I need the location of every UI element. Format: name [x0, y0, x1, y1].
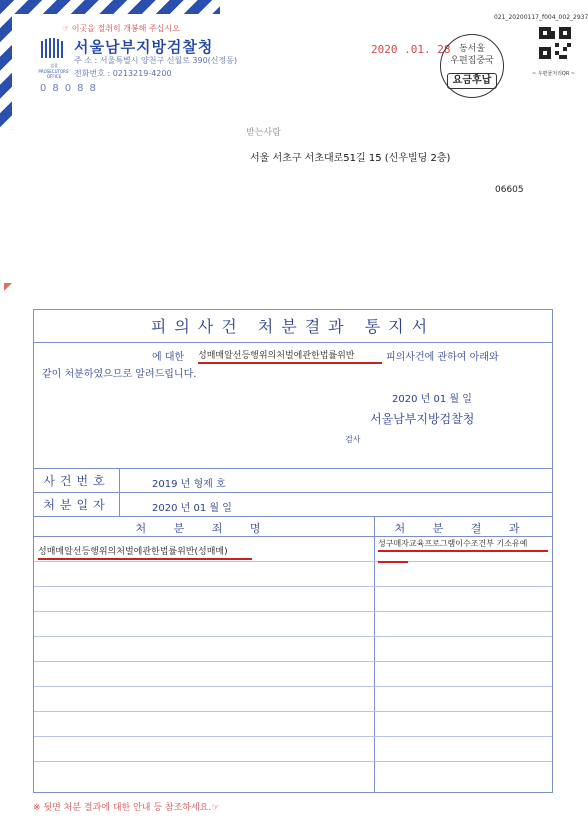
recipient-address: 서울 서초구 서초대로51길 15 (신우빌딩 2층): [250, 153, 451, 164]
qr-code-icon: [539, 27, 571, 59]
table-row-line: [34, 586, 552, 587]
charge-underline: [198, 362, 382, 364]
disposition-date-value: 2020 년 01 월 일: [152, 503, 232, 514]
intro-suffix: 피의사건에 관하여 아래와: [386, 352, 499, 363]
back-side-footnote: ※ 뒷면 처분 결과에 대한 안내 등 참조하세요.☞: [33, 803, 220, 813]
table-row-line: [34, 761, 552, 762]
fold-marker-icon: [4, 283, 12, 291]
disposition-date-row: [34, 492, 552, 516]
recipient-label: 받는사람: [246, 128, 281, 138]
date-stamp: 2020 .01. 28: [371, 43, 451, 56]
airmail-stripe-top: [0, 0, 220, 14]
disposition-notice-form: [33, 309, 553, 793]
logo-caption: 검찰 PROSECUTORS' OFFICE: [38, 63, 70, 79]
tear-notice: ☞ 이곳을 절취히 개봉해 주십시오: [62, 24, 180, 33]
sender-postal-code: 08088: [40, 83, 102, 94]
intro-prefix: 에 대한: [152, 352, 185, 363]
table-column-divider: [374, 516, 375, 793]
table-row-line: [34, 736, 552, 737]
recipient-postal-code: 06605: [495, 185, 524, 195]
result-header: 처 분 결 과: [394, 522, 532, 535]
table-row-line: [34, 561, 552, 562]
result-value: 성구매자교육프로그램이수조건부 기소유예: [378, 539, 528, 548]
sender-phone: 전화번호 : 0213219-4200: [74, 69, 172, 78]
result-underline: [378, 561, 408, 563]
result-table-header: [34, 516, 552, 536]
case-number-row: [34, 468, 552, 492]
form-title: 피의사건 처분결과 통지서: [34, 310, 552, 343]
offense-underline: [38, 558, 252, 560]
postage-paid-box: 요금후납: [447, 73, 497, 89]
charge-name: 성매매알선등행위의처벌에관한법률위반: [198, 351, 355, 361]
table-row-line: [34, 661, 552, 662]
postmark-line2: 우편집중국: [450, 56, 494, 66]
document-id: 021_20200117_f004_002_2937: [494, 14, 588, 21]
case-number-label: 사건번호: [34, 469, 120, 492]
table-row-line: [34, 711, 552, 712]
prosecution-logo-icon: [40, 38, 66, 60]
case-number-value: 2019 년 형제 호: [152, 479, 226, 490]
sender-office-name: 서울남부지방검찰청: [74, 38, 214, 56]
postmark-line1: 동서울: [458, 44, 486, 54]
offense-header: 처 분 죄 명: [135, 522, 273, 535]
table-row-line: [34, 636, 552, 637]
table-row-line: [34, 686, 552, 687]
table-row-line: [34, 536, 552, 537]
postmark-stamp: [440, 34, 504, 98]
offense-value: 성매매알선등행위의처벌에관한법률위반(성매매): [38, 547, 228, 557]
result-underline: [378, 550, 548, 552]
intro-line2: 같이 처분하였으므로 알려드립니다.: [42, 369, 197, 380]
disposition-date-label: 처분일자: [34, 493, 120, 516]
prosecutor-label: 검사: [345, 435, 361, 444]
qr-caption: ~ 우편물처리QR ~: [532, 71, 576, 77]
notice-date: 2020 년 01 월 일: [392, 394, 472, 405]
table-row-line: [34, 611, 552, 612]
issuing-office: 서울남부지방검찰청: [370, 412, 475, 426]
airmail-stripe-left: [0, 0, 12, 130]
sender-address: 주 소 : 서울특별시 양천구 신월로 390(신정동): [74, 56, 238, 65]
